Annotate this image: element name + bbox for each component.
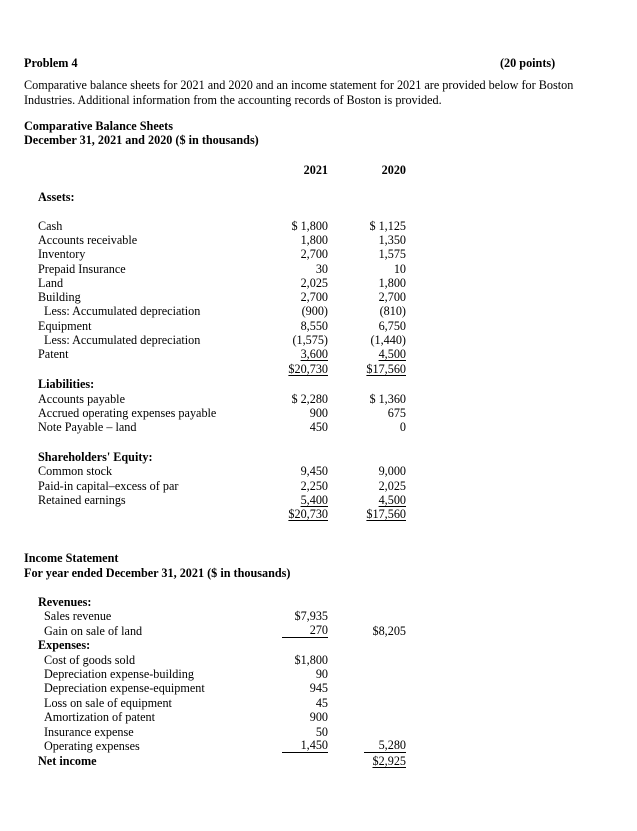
intro-paragraph: Comparative balance sheets for 2021 and 2020 and an income statement for 2021 are provided below for Boston Industries. Additional information from the accounting records of Boston is provided. bbox=[24, 78, 574, 107]
problem-title: Problem 4 bbox=[24, 56, 78, 70]
asset-value-2020: (810) bbox=[379, 304, 406, 318]
asset-label: Equipment bbox=[38, 319, 92, 333]
asset-value-2021: (900) bbox=[301, 304, 328, 318]
assets-total-2020: $17,560 bbox=[366, 362, 406, 376]
net-income-value: $2,925 bbox=[372, 754, 406, 768]
asset-value-2021: 2,025 bbox=[300, 276, 328, 290]
revenue-label: Gain on sale of land bbox=[44, 624, 143, 638]
liability-value-2021: 900 bbox=[309, 406, 328, 420]
expense-label: Depreciation expense-building bbox=[44, 667, 194, 681]
asset-value-2021: 30 bbox=[315, 262, 328, 276]
asset-value-2020: 1,800 bbox=[378, 276, 406, 290]
revenues-total: $8,205 bbox=[372, 624, 406, 638]
expense-label: Amortization of patent bbox=[44, 710, 156, 724]
revenue-value: 270 bbox=[282, 624, 328, 638]
liability-value-2021: $ 2,280 bbox=[291, 392, 328, 406]
asset-label: Land bbox=[38, 276, 64, 290]
net-income-label: Net income bbox=[38, 754, 97, 768]
expense-value: $1,800 bbox=[294, 653, 328, 667]
asset-value-2020: 1,575 bbox=[378, 247, 406, 261]
expense-value: 900 bbox=[309, 710, 328, 724]
equity-value-2021: 5,400 bbox=[300, 493, 328, 507]
liability-value-2021: 450 bbox=[309, 420, 328, 434]
liability-label: Accrued operating expenses payable bbox=[38, 406, 217, 420]
equity-value-2020: 4,500 bbox=[378, 493, 406, 507]
asset-value-2021: 1,800 bbox=[300, 233, 328, 247]
expenses-total: 5,280 bbox=[364, 739, 406, 753]
asset-value-2020: $ 1,125 bbox=[369, 219, 406, 233]
balance-sheet-subtitle: December 31, 2021 and 2020 ($ in thousands) bbox=[24, 133, 259, 147]
liability-value-2020: 0 bbox=[399, 420, 406, 434]
asset-value-2020: 6,750 bbox=[378, 319, 406, 333]
income-statement-title: Income Statement bbox=[24, 551, 119, 565]
asset-label: Cash bbox=[38, 219, 63, 233]
equity-value-2020: 9,000 bbox=[378, 464, 406, 478]
revenues-heading: Revenues: bbox=[38, 595, 92, 609]
problem-points: (20 points) bbox=[500, 56, 556, 70]
asset-value-2020: 10 bbox=[393, 262, 406, 276]
equity-total-2021: $20,730 bbox=[288, 507, 328, 521]
liability-value-2020: $ 1,360 bbox=[369, 392, 406, 406]
column-header-2021: 2021 bbox=[303, 163, 328, 177]
income-statement-subtitle: For year ended December 31, 2021 ($ in thousands) bbox=[24, 566, 291, 580]
expense-label: Cost of goods sold bbox=[44, 653, 136, 667]
equity-value-2021: 9,450 bbox=[300, 464, 328, 478]
asset-label: Patent bbox=[38, 347, 69, 361]
equity-total-2020: $17,560 bbox=[366, 507, 406, 521]
revenue-value: $7,935 bbox=[294, 609, 328, 623]
asset-value-2020: 4,500 bbox=[378, 347, 406, 361]
equity-value-2020: 2,025 bbox=[378, 479, 406, 493]
asset-label: Less: Accumulated depreciation bbox=[44, 333, 201, 347]
liability-label: Accounts payable bbox=[38, 392, 125, 406]
asset-value-2021: (1,575) bbox=[292, 333, 328, 347]
asset-value-2021: 3,600 bbox=[300, 347, 328, 361]
expense-label: Loss on sale of equipment bbox=[44, 696, 172, 710]
expense-value: 90 bbox=[315, 667, 328, 681]
expenses-heading: Expenses: bbox=[38, 638, 91, 652]
revenue-label: Sales revenue bbox=[44, 609, 112, 623]
liability-label: Note Payable – land bbox=[38, 420, 137, 434]
asset-value-2021: $ 1,800 bbox=[291, 219, 328, 233]
assets-heading: Assets: bbox=[38, 190, 75, 204]
asset-label: Prepaid Insurance bbox=[38, 262, 126, 276]
asset-label: Accounts receivable bbox=[38, 233, 138, 247]
expense-value: 45 bbox=[315, 696, 328, 710]
asset-value-2021: 2,700 bbox=[300, 290, 328, 304]
balance-sheet-title: Comparative Balance Sheets bbox=[24, 119, 173, 133]
liabilities-heading: Liabilities: bbox=[38, 377, 95, 391]
liability-value-2020: 675 bbox=[387, 406, 406, 420]
expense-value: 50 bbox=[315, 725, 328, 739]
expense-value: 1,450 bbox=[282, 739, 328, 753]
asset-label: Building bbox=[38, 290, 81, 304]
equity-label: Paid-in capital–excess of par bbox=[38, 479, 179, 493]
equity-heading: Shareholders' Equity: bbox=[38, 450, 153, 464]
expense-label: Depreciation expense-equipment bbox=[44, 681, 205, 695]
asset-value-2021: 2,700 bbox=[300, 247, 328, 261]
asset-value-2020: 1,350 bbox=[378, 233, 406, 247]
expense-label: Insurance expense bbox=[44, 725, 134, 739]
equity-value-2021: 2,250 bbox=[300, 479, 328, 493]
equity-label: Common stock bbox=[38, 464, 113, 478]
assets-total-2021: $20,730 bbox=[288, 362, 328, 376]
expense-label: Operating expenses bbox=[44, 739, 140, 753]
asset-value-2020: (1,440) bbox=[370, 333, 406, 347]
asset-value-2021: 8,550 bbox=[300, 319, 328, 333]
asset-label: Less: Accumulated depreciation bbox=[44, 304, 201, 318]
asset-value-2020: 2,700 bbox=[378, 290, 406, 304]
asset-label: Inventory bbox=[38, 247, 86, 261]
column-header-2020: 2020 bbox=[381, 163, 406, 177]
equity-label: Retained earnings bbox=[38, 493, 126, 507]
expense-value: 945 bbox=[309, 681, 328, 695]
